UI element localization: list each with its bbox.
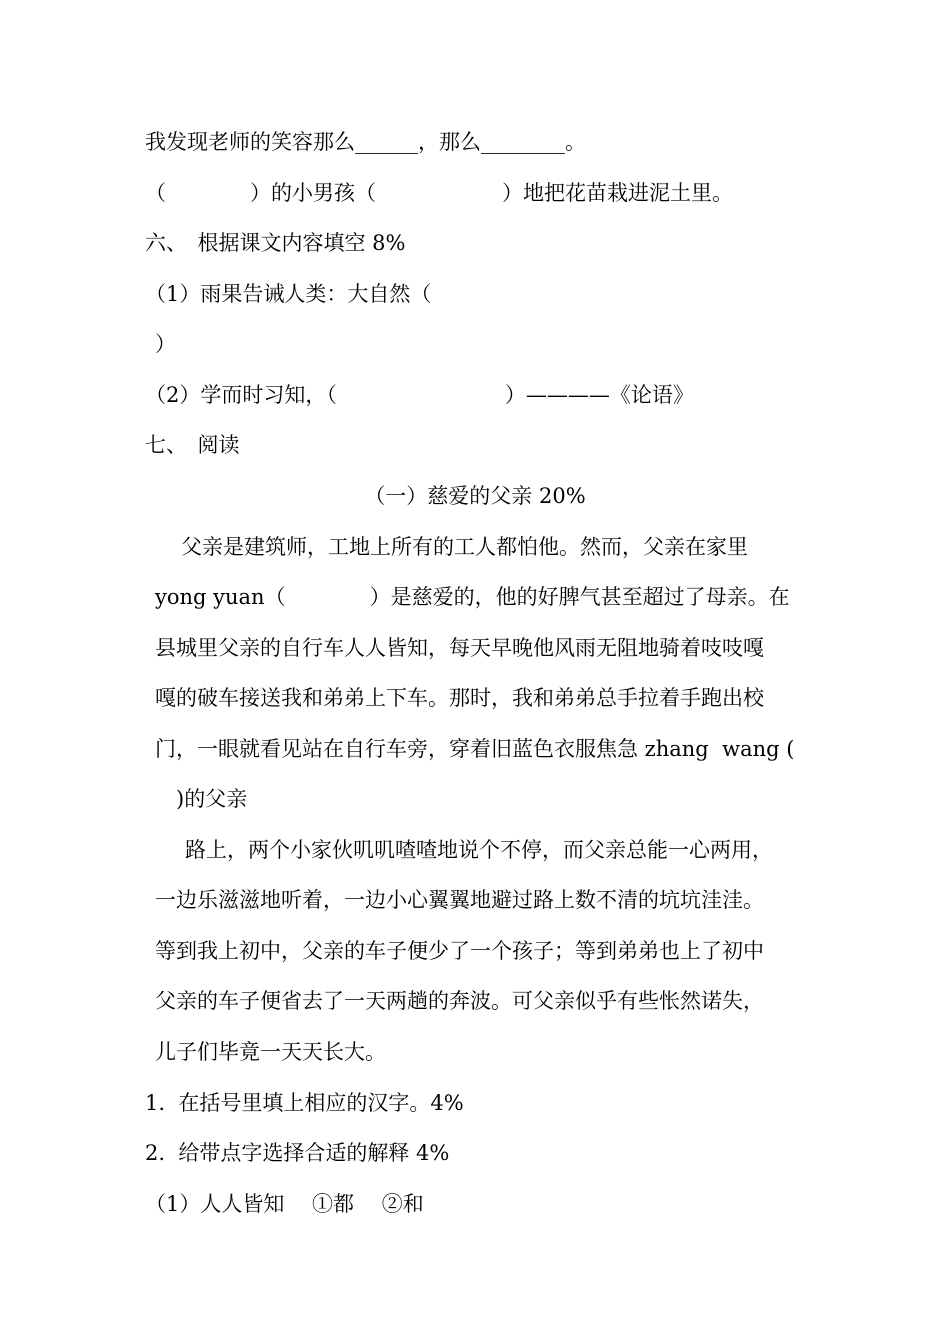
passage-line-11: 儿子们毕竟一天天长大。 [155, 1040, 386, 1064]
question-2-item-1: （1）人人皆知 ①都 ②和 [145, 1192, 424, 1216]
question-2: 2. 给带点字选择合适的解释 4% [145, 1141, 450, 1165]
text-line-1: 我发现老师的笑容那么______，那么________。 [145, 130, 586, 154]
text-line-2: （ ）的小男孩（ ）地把花苗栽进泥土里。 [145, 181, 733, 205]
text-line-4: （1）雨果告诫人类：大自然（ [145, 282, 432, 306]
passage-line-7: 路上，两个小家伙叽叽喳喳地说个不停，而父亲总能一心两用， [185, 838, 773, 862]
text-line-6: （2）学而时习知，（ ）————《论语》 [145, 383, 694, 407]
passage-line-10: 父亲的车子便省去了一天两趟的奔波。可父亲似乎有些怅然诺失， [155, 989, 764, 1013]
passage-line-6: )的父亲 [176, 787, 248, 811]
passage-line-1: 父亲是建筑师，工地上所有的工人都怕他。然而，父亲在家里 [160, 535, 748, 559]
text-line-5: ） [155, 332, 176, 356]
passage-line-2: yong yuan（ ）是慈爱的，他的好脾气甚至超过了母亲。在 [155, 585, 790, 609]
section-heading-7: 七、 阅读 [145, 433, 240, 457]
passage-line-3: 县城里父亲的自行车人人皆知，每天早晚他风雨无阻地骑着吱吱嘎 [155, 636, 764, 660]
reading-title: （一）慈爱的父亲 20% [364, 484, 586, 508]
question-1: 1. 在括号里填上相应的汉字。4% [145, 1091, 464, 1115]
passage-line-5: 门，一眼就看见站在自行车旁，穿着旧蓝色衣服焦急 zhang wang ( [155, 737, 795, 761]
passage-line-8: 一边乐滋滋地听着，一边小心翼翼地避过路上数不清的坑坑洼洼。 [155, 888, 764, 912]
passage-line-9: 等到我上初中，父亲的车子便少了一个孩子；等到弟弟也上了初中 [155, 939, 764, 963]
section-heading-6: 六、 根据课文内容填空 8% [145, 231, 406, 255]
passage-line-4: 嘎的破车接送我和弟弟上下车。那时，我和弟弟总手拉着手跑出校 [155, 686, 764, 710]
